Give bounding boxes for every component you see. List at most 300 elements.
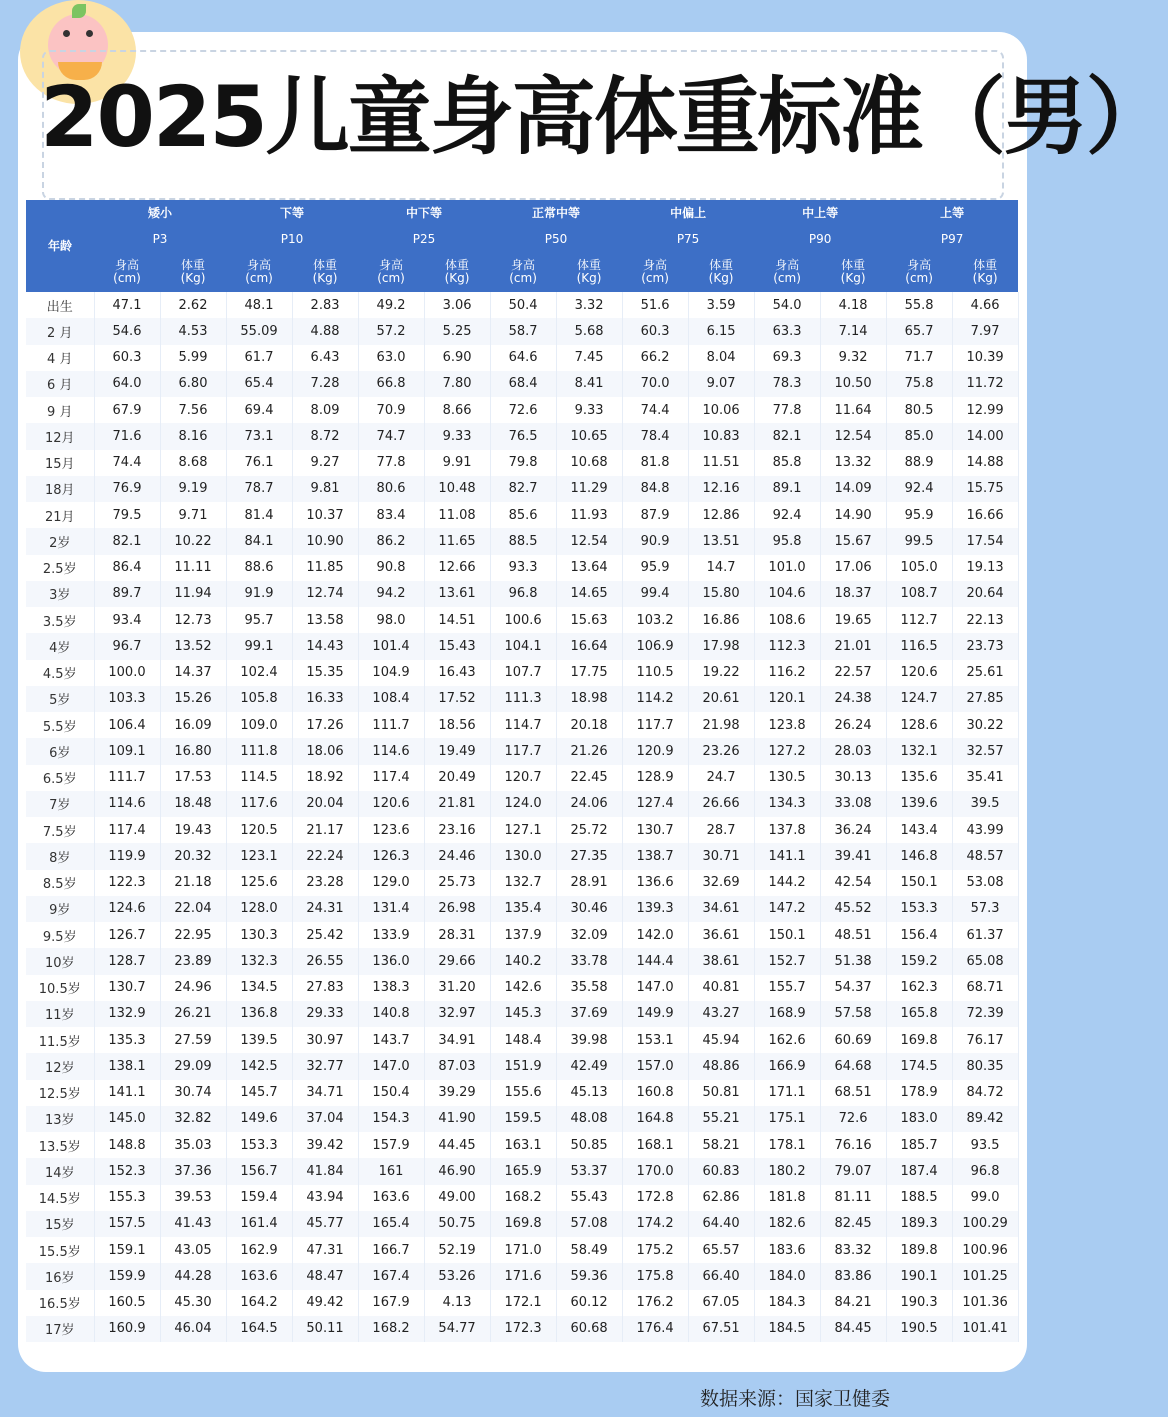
weight-cell: 81.11 [820, 1185, 886, 1211]
weight-cell: 34.91 [424, 1027, 490, 1053]
weight-cell: 67.05 [688, 1290, 754, 1316]
height-cell: 132.3 [226, 948, 292, 974]
weight-cell: 48.86 [688, 1053, 754, 1079]
height-cell: 138.7 [622, 843, 688, 869]
weight-cell: 76.17 [952, 1027, 1018, 1053]
weight-cell: 45.94 [688, 1027, 754, 1053]
height-cell: 116.2 [754, 660, 820, 686]
age-cell: 12.5岁 [26, 1080, 94, 1106]
weight-cell: 22.57 [820, 660, 886, 686]
weight-cell: 30.46 [556, 896, 622, 922]
weight-cell: 64.40 [688, 1211, 754, 1237]
weight-cell: 19.65 [820, 607, 886, 633]
weight-cell: 38.61 [688, 948, 754, 974]
weight-cell: 16.64 [556, 633, 622, 659]
height-cell: 161 [358, 1158, 424, 1184]
table-row [26, 817, 1018, 843]
weight-cell: 21.98 [688, 712, 754, 738]
weight-cell: 13.61 [424, 581, 490, 607]
height-cell: 82.1 [754, 423, 820, 449]
weight-cell: 6.90 [424, 345, 490, 371]
height-cell: 142.5 [226, 1053, 292, 1079]
weight-cell: 4.88 [292, 318, 358, 344]
weight-cell: 101.41 [952, 1316, 1018, 1342]
weight-cell: 7.28 [292, 371, 358, 397]
height-cell: 79.5 [94, 502, 160, 528]
height-cell: 127.2 [754, 738, 820, 764]
weight-cell: 72.6 [820, 1106, 886, 1132]
weight-cell: 17.98 [688, 633, 754, 659]
age-cell: 2岁 [26, 528, 94, 554]
weight-cell: 41.43 [160, 1211, 226, 1237]
height-cell: 85.8 [754, 450, 820, 476]
height-cell: 170.0 [622, 1158, 688, 1184]
height-label: 身高 [379, 258, 404, 272]
percentile-header: P10 [226, 226, 358, 252]
height-cell: 123.1 [226, 843, 292, 869]
weight-cell: 16.80 [160, 738, 226, 764]
weight-cell: 6.15 [688, 318, 754, 344]
weight-cell: 21.17 [292, 817, 358, 843]
age-cell: 6 月 [26, 371, 94, 397]
height-cell: 74.4 [94, 450, 160, 476]
height-cell: 73.1 [226, 423, 292, 449]
page-title: 2025儿童身高体重标准（男） [40, 68, 1168, 166]
weight-label: 体重 [973, 258, 998, 272]
height-cell: 63.3 [754, 318, 820, 344]
height-cell: 172.3 [490, 1316, 556, 1342]
table-row [26, 948, 1018, 974]
height-cell: 130.5 [754, 765, 820, 791]
height-cell: 58.7 [490, 318, 556, 344]
height-unit: (cm) [509, 271, 537, 285]
weight-cell: 8.04 [688, 345, 754, 371]
height-cell: 95.9 [886, 502, 952, 528]
height-cell: 120.7 [490, 765, 556, 791]
weight-cell: 35.41 [952, 765, 1018, 791]
weight-cell: 15.63 [556, 607, 622, 633]
height-cell: 95.8 [754, 528, 820, 554]
height-subheader [94, 252, 160, 292]
weight-cell: 59.36 [556, 1263, 622, 1289]
weight-cell: 41.84 [292, 1158, 358, 1184]
weight-cell: 83.86 [820, 1263, 886, 1289]
weight-cell: 16.43 [424, 660, 490, 686]
height-cell: 180.2 [754, 1158, 820, 1184]
weight-cell: 34.71 [292, 1080, 358, 1106]
height-cell: 175.1 [754, 1106, 820, 1132]
weight-cell: 46.04 [160, 1316, 226, 1342]
weight-unit: (Kg) [444, 271, 470, 285]
height-cell: 150.1 [754, 922, 820, 948]
height-cell: 101.4 [358, 633, 424, 659]
weight-cell: 43.05 [160, 1237, 226, 1263]
height-cell: 111.8 [226, 738, 292, 764]
age-cell: 6岁 [26, 738, 94, 764]
height-cell: 153.3 [226, 1132, 292, 1158]
weight-subheader [160, 252, 226, 292]
weight-cell: 5.25 [424, 318, 490, 344]
percentile-header: P97 [886, 226, 1018, 252]
height-cell: 162.6 [754, 1027, 820, 1053]
weight-cell: 21.81 [424, 791, 490, 817]
weight-cell: 3.59 [688, 292, 754, 318]
height-cell: 78.4 [622, 423, 688, 449]
table-row [26, 1158, 1018, 1184]
weight-cell: 25.73 [424, 870, 490, 896]
height-cell: 153.3 [886, 896, 952, 922]
age-cell: 15月 [26, 450, 94, 476]
table-row [26, 870, 1018, 896]
weight-cell: 29.09 [160, 1053, 226, 1079]
weight-cell: 10.22 [160, 528, 226, 554]
weight-cell: 42.54 [820, 870, 886, 896]
weight-cell: 43.94 [292, 1185, 358, 1211]
height-cell: 163.1 [490, 1132, 556, 1158]
height-cell: 136.0 [358, 948, 424, 974]
weight-cell: 57.58 [820, 1001, 886, 1027]
age-cell: 7岁 [26, 791, 94, 817]
height-cell: 77.8 [754, 397, 820, 423]
weight-cell: 22.45 [556, 765, 622, 791]
height-cell: 134.5 [226, 975, 292, 1001]
weight-cell: 19.43 [160, 817, 226, 843]
height-cell: 161.4 [226, 1211, 292, 1237]
height-cell: 132.9 [94, 1001, 160, 1027]
weight-cell: 11.94 [160, 581, 226, 607]
height-cell: 93.4 [94, 607, 160, 633]
height-label: 身高 [114, 258, 139, 272]
height-cell: 141.1 [94, 1080, 160, 1106]
weight-cell: 28.03 [820, 738, 886, 764]
height-cell: 98.0 [358, 607, 424, 633]
height-cell: 157.0 [622, 1053, 688, 1079]
height-subheader [622, 252, 688, 292]
height-cell: 99.5 [886, 528, 952, 554]
weight-label: 体重 [445, 258, 470, 272]
weight-cell: 27.59 [160, 1027, 226, 1053]
height-cell: 159.5 [490, 1106, 556, 1132]
weight-cell: 7.14 [820, 318, 886, 344]
weight-cell: 37.36 [160, 1158, 226, 1184]
weight-cell: 62.86 [688, 1185, 754, 1211]
weight-cell: 50.75 [424, 1211, 490, 1237]
height-cell: 142.6 [490, 975, 556, 1001]
height-cell: 175.8 [622, 1263, 688, 1289]
height-cell: 142.0 [622, 922, 688, 948]
height-cell: 175.2 [622, 1237, 688, 1263]
weight-cell: 29.33 [292, 1001, 358, 1027]
weight-cell: 17.54 [952, 528, 1018, 554]
weight-cell: 49.00 [424, 1185, 490, 1211]
weight-cell: 96.8 [952, 1158, 1018, 1184]
height-cell: 166.7 [358, 1237, 424, 1263]
age-cell: 11.5岁 [26, 1027, 94, 1053]
weight-cell: 18.37 [820, 581, 886, 607]
weight-cell: 21.26 [556, 738, 622, 764]
weight-cell: 10.65 [556, 423, 622, 449]
weight-cell: 12.54 [556, 528, 622, 554]
height-cell: 187.4 [886, 1158, 952, 1184]
weight-cell: 28.91 [556, 870, 622, 896]
weight-cell: 55.21 [688, 1106, 754, 1132]
weight-cell: 84.21 [820, 1290, 886, 1316]
height-cell: 153.1 [622, 1027, 688, 1053]
weight-cell: 12.99 [952, 397, 1018, 423]
height-cell: 140.8 [358, 1001, 424, 1027]
height-cell: 108.6 [754, 607, 820, 633]
weight-cell: 79.07 [820, 1158, 886, 1184]
height-cell: 76.1 [226, 450, 292, 476]
height-cell: 85.6 [490, 502, 556, 528]
weight-cell: 24.31 [292, 896, 358, 922]
group-name-header: 上等 [886, 200, 1018, 226]
age-cell: 5岁 [26, 686, 94, 712]
weight-cell: 46.90 [424, 1158, 490, 1184]
weight-cell: 23.89 [160, 948, 226, 974]
height-cell: 105.0 [886, 555, 952, 581]
table-row [26, 791, 1018, 817]
height-cell: 114.2 [622, 686, 688, 712]
weight-cell: 57.08 [556, 1211, 622, 1237]
weight-unit: (Kg) [840, 271, 866, 285]
height-cell: 70.9 [358, 397, 424, 423]
weight-cell: 4.13 [424, 1290, 490, 1316]
weight-cell: 9.71 [160, 502, 226, 528]
height-cell: 152.7 [754, 948, 820, 974]
age-cell: 出生 [26, 292, 94, 318]
height-cell: 127.1 [490, 817, 556, 843]
height-cell: 108.7 [886, 581, 952, 607]
height-cell: 160.8 [622, 1080, 688, 1106]
height-cell: 111.3 [490, 686, 556, 712]
age-cell: 10岁 [26, 948, 94, 974]
height-cell: 47.1 [94, 292, 160, 318]
height-cell: 117.6 [226, 791, 292, 817]
height-cell: 87.9 [622, 502, 688, 528]
height-cell: 124.0 [490, 791, 556, 817]
weight-cell: 13.52 [160, 633, 226, 659]
age-cell: 15.5岁 [26, 1237, 94, 1263]
height-cell: 138.3 [358, 975, 424, 1001]
weight-cell: 89.42 [952, 1106, 1018, 1132]
height-cell: 147.2 [754, 896, 820, 922]
height-cell: 133.9 [358, 922, 424, 948]
table-row [26, 660, 1018, 686]
table-fade [26, 1350, 1018, 1362]
height-cell: 163.6 [226, 1263, 292, 1289]
percentile-header: P3 [94, 226, 226, 252]
height-cell: 178.1 [754, 1132, 820, 1158]
height-cell: 155.3 [94, 1185, 160, 1211]
weight-unit: (Kg) [312, 271, 338, 285]
table-row [26, 922, 1018, 948]
height-cell: 104.1 [490, 633, 556, 659]
height-cell: 162.9 [226, 1237, 292, 1263]
height-unit: (cm) [113, 271, 141, 285]
weight-label: 体重 [577, 258, 602, 272]
weight-cell: 24.06 [556, 791, 622, 817]
height-cell: 78.7 [226, 476, 292, 502]
height-cell: 54.6 [94, 318, 160, 344]
weight-cell: 99.0 [952, 1185, 1018, 1211]
height-cell: 155.6 [490, 1080, 556, 1106]
weight-cell: 20.04 [292, 791, 358, 817]
age-cell: 9岁 [26, 896, 94, 922]
weight-cell: 8.66 [424, 397, 490, 423]
table-row [26, 1316, 1018, 1342]
height-cell: 80.5 [886, 397, 952, 423]
weight-unit: (Kg) [708, 271, 734, 285]
height-cell: 93.3 [490, 555, 556, 581]
weight-cell: 32.69 [688, 870, 754, 896]
weight-cell: 9.32 [820, 345, 886, 371]
height-cell: 119.9 [94, 843, 160, 869]
weight-cell: 10.48 [424, 476, 490, 502]
height-cell: 86.4 [94, 555, 160, 581]
height-cell: 140.2 [490, 948, 556, 974]
height-cell: 60.3 [622, 318, 688, 344]
height-cell: 125.6 [226, 870, 292, 896]
height-unit: (cm) [641, 271, 669, 285]
weight-label: 体重 [313, 258, 338, 272]
height-cell: 172.8 [622, 1185, 688, 1211]
percentile-header: P75 [622, 226, 754, 252]
height-cell: 130.7 [94, 975, 160, 1001]
weight-cell: 60.12 [556, 1290, 622, 1316]
height-cell: 174.2 [622, 1211, 688, 1237]
height-cell: 122.3 [94, 870, 160, 896]
height-cell: 61.7 [226, 345, 292, 371]
weight-cell: 14.88 [952, 450, 1018, 476]
weight-cell: 3.06 [424, 292, 490, 318]
height-cell: 60.3 [94, 345, 160, 371]
weight-cell: 13.58 [292, 607, 358, 633]
height-cell: 92.4 [886, 476, 952, 502]
height-cell: 151.9 [490, 1053, 556, 1079]
weight-cell: 101.25 [952, 1263, 1018, 1289]
weight-cell: 13.64 [556, 555, 622, 581]
weight-cell: 93.5 [952, 1132, 1018, 1158]
height-cell: 176.2 [622, 1290, 688, 1316]
height-cell: 55.8 [886, 292, 952, 318]
height-cell: 89.1 [754, 476, 820, 502]
weight-label: 体重 [841, 258, 866, 272]
height-cell: 82.7 [490, 476, 556, 502]
weight-cell: 42.49 [556, 1053, 622, 1079]
height-cell: 165.4 [358, 1211, 424, 1237]
weight-cell: 35.58 [556, 975, 622, 1001]
height-cell: 169.8 [490, 1211, 556, 1237]
weight-cell: 15.43 [424, 633, 490, 659]
height-cell: 114.5 [226, 765, 292, 791]
weight-cell: 30.97 [292, 1027, 358, 1053]
height-cell: 167.4 [358, 1263, 424, 1289]
height-subheader [490, 252, 556, 292]
weight-cell: 26.66 [688, 791, 754, 817]
height-cell: 105.8 [226, 686, 292, 712]
weight-cell: 26.21 [160, 1001, 226, 1027]
weight-cell: 19.49 [424, 738, 490, 764]
age-cell: 3岁 [26, 581, 94, 607]
weight-cell: 53.26 [424, 1263, 490, 1289]
table-header [26, 200, 1018, 292]
height-cell: 111.7 [358, 712, 424, 738]
weight-cell: 12.16 [688, 476, 754, 502]
weight-cell: 16.86 [688, 607, 754, 633]
height-cell: 103.3 [94, 686, 160, 712]
weight-subheader [424, 252, 490, 292]
height-cell: 178.9 [886, 1080, 952, 1106]
weight-cell: 14.43 [292, 633, 358, 659]
height-cell: 78.3 [754, 371, 820, 397]
height-cell: 111.7 [94, 765, 160, 791]
age-cell: 7.5岁 [26, 817, 94, 843]
height-cell: 55.09 [226, 318, 292, 344]
height-cell: 83.4 [358, 502, 424, 528]
weight-cell: 25.42 [292, 922, 358, 948]
weight-label: 体重 [709, 258, 734, 272]
height-cell: 144.4 [622, 948, 688, 974]
table-row [26, 686, 1018, 712]
height-cell: 131.4 [358, 896, 424, 922]
height-cell: 165.8 [886, 1001, 952, 1027]
height-cell: 71.6 [94, 423, 160, 449]
weight-cell: 43.27 [688, 1001, 754, 1027]
height-cell: 139.5 [226, 1027, 292, 1053]
height-subheader [886, 252, 952, 292]
height-cell: 100.6 [490, 607, 556, 633]
height-cell: 112.7 [886, 607, 952, 633]
weight-cell: 10.90 [292, 528, 358, 554]
height-cell: 86.2 [358, 528, 424, 554]
height-cell: 109.1 [94, 738, 160, 764]
height-cell: 120.6 [886, 660, 952, 686]
weight-cell: 12.54 [820, 423, 886, 449]
height-cell: 65.7 [886, 318, 952, 344]
weight-cell: 11.51 [688, 450, 754, 476]
height-cell: 129.0 [358, 870, 424, 896]
height-cell: 63.0 [358, 345, 424, 371]
table-row [26, 1290, 1018, 1316]
height-cell: 76.5 [490, 423, 556, 449]
table-row [26, 450, 1018, 476]
height-cell: 64.6 [490, 345, 556, 371]
height-cell: 150.4 [358, 1080, 424, 1106]
weight-cell: 5.99 [160, 345, 226, 371]
height-cell: 160.5 [94, 1290, 160, 1316]
height-cell: 190.3 [886, 1290, 952, 1316]
height-label: 身高 [643, 258, 668, 272]
weight-cell: 84.45 [820, 1316, 886, 1342]
height-cell: 127.4 [622, 791, 688, 817]
weight-cell: 100.29 [952, 1211, 1018, 1237]
weight-cell: 15.80 [688, 581, 754, 607]
age-cell: 4.5岁 [26, 660, 94, 686]
weight-cell: 2.83 [292, 292, 358, 318]
height-cell: 143.7 [358, 1027, 424, 1053]
weight-cell: 17.53 [160, 765, 226, 791]
height-cell: 94.2 [358, 581, 424, 607]
group-name-header: 正常中等 [490, 200, 622, 226]
table-row [26, 896, 1018, 922]
weight-cell: 29.66 [424, 948, 490, 974]
weight-cell: 37.69 [556, 1001, 622, 1027]
height-cell: 171.0 [490, 1237, 556, 1263]
weight-cell: 20.64 [952, 581, 1018, 607]
weight-cell: 27.85 [952, 686, 1018, 712]
height-cell: 114.7 [490, 712, 556, 738]
